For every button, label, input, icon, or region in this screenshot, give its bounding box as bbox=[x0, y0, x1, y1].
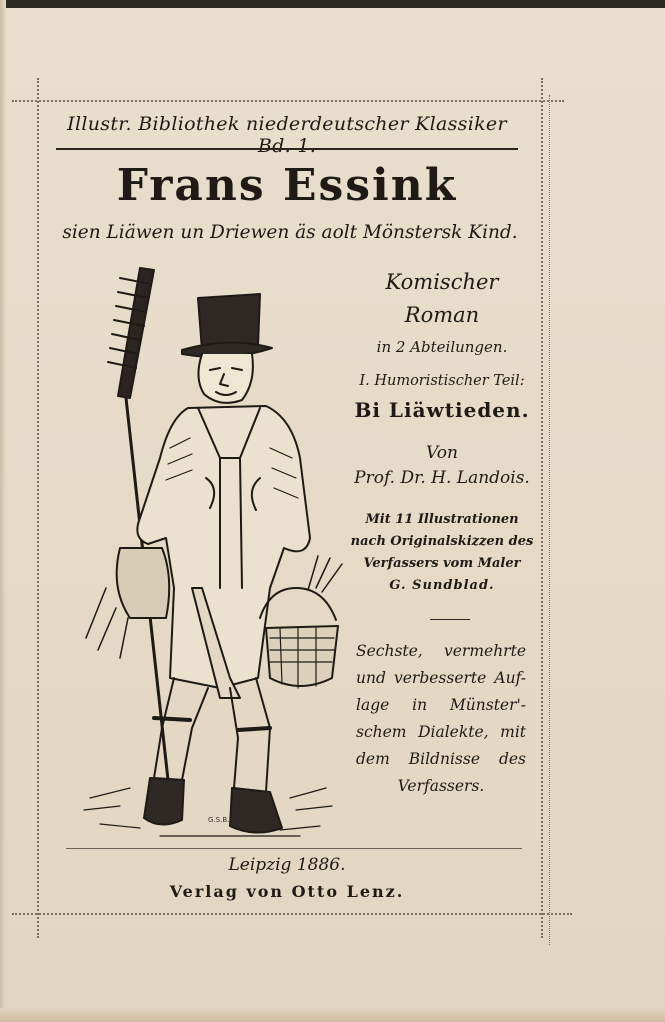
series-rule bbox=[56, 148, 518, 150]
edition-line: lage in Münster'- bbox=[356, 696, 526, 714]
part-title: Bi Liäwtieden. bbox=[354, 398, 530, 422]
illustrations-line: Verfassers vom Maler bbox=[363, 556, 521, 571]
page-gutter bbox=[0, 0, 6, 1022]
illustrations-line: G. Sundblad. bbox=[389, 578, 495, 593]
book-subtitle: sien Liäwen un Driewen äs aolt Mönstersk Kind. bbox=[62, 222, 518, 243]
imprint-rule bbox=[66, 848, 522, 849]
illustrations-line: Mit 11 Illustrationen bbox=[365, 512, 519, 527]
author-name: Prof. Dr. H. Landois. bbox=[354, 468, 530, 488]
by-label: Von bbox=[426, 443, 458, 463]
page-top-edge bbox=[0, 0, 665, 8]
illustrations-line: nach Originalskizzen des bbox=[350, 534, 534, 549]
edition-line: und verbesserte Auf- bbox=[356, 669, 526, 687]
frame-bottom-line bbox=[12, 913, 572, 915]
series-line: Illustr. Bibliothek niederdeutscher Klassiker Bd. 1. bbox=[67, 113, 507, 157]
genre-line-1: Komischer bbox=[385, 270, 499, 294]
frame-right-line bbox=[541, 78, 543, 938]
edition-line: Sechste, vermehrte bbox=[356, 642, 526, 660]
illustrator-monogram: G.S.B. bbox=[208, 816, 230, 824]
frame-top-line bbox=[12, 100, 564, 102]
edition-line: Verfassers. bbox=[397, 777, 485, 795]
edition-line: schem Dialekte, mit bbox=[356, 723, 526, 741]
book-title: Frans Essink bbox=[116, 160, 458, 211]
parts-line: in 2 Abteilungen. bbox=[376, 338, 508, 356]
part-label: I. Humoristischer Teil: bbox=[359, 373, 525, 389]
imprint-publisher: Verlag von Otto Lenz. bbox=[169, 882, 405, 901]
frame-right-line-outer bbox=[549, 95, 550, 945]
section-divider bbox=[430, 619, 470, 620]
imprint-place-year: Leipzig 1886. bbox=[228, 855, 346, 875]
frame-left-line bbox=[37, 78, 39, 938]
edition-line: dem Bildnisse des bbox=[356, 750, 526, 768]
genre-line-2: Roman bbox=[404, 303, 480, 327]
peasant-illustration bbox=[70, 258, 350, 838]
page-bottom-edge bbox=[0, 1008, 665, 1022]
